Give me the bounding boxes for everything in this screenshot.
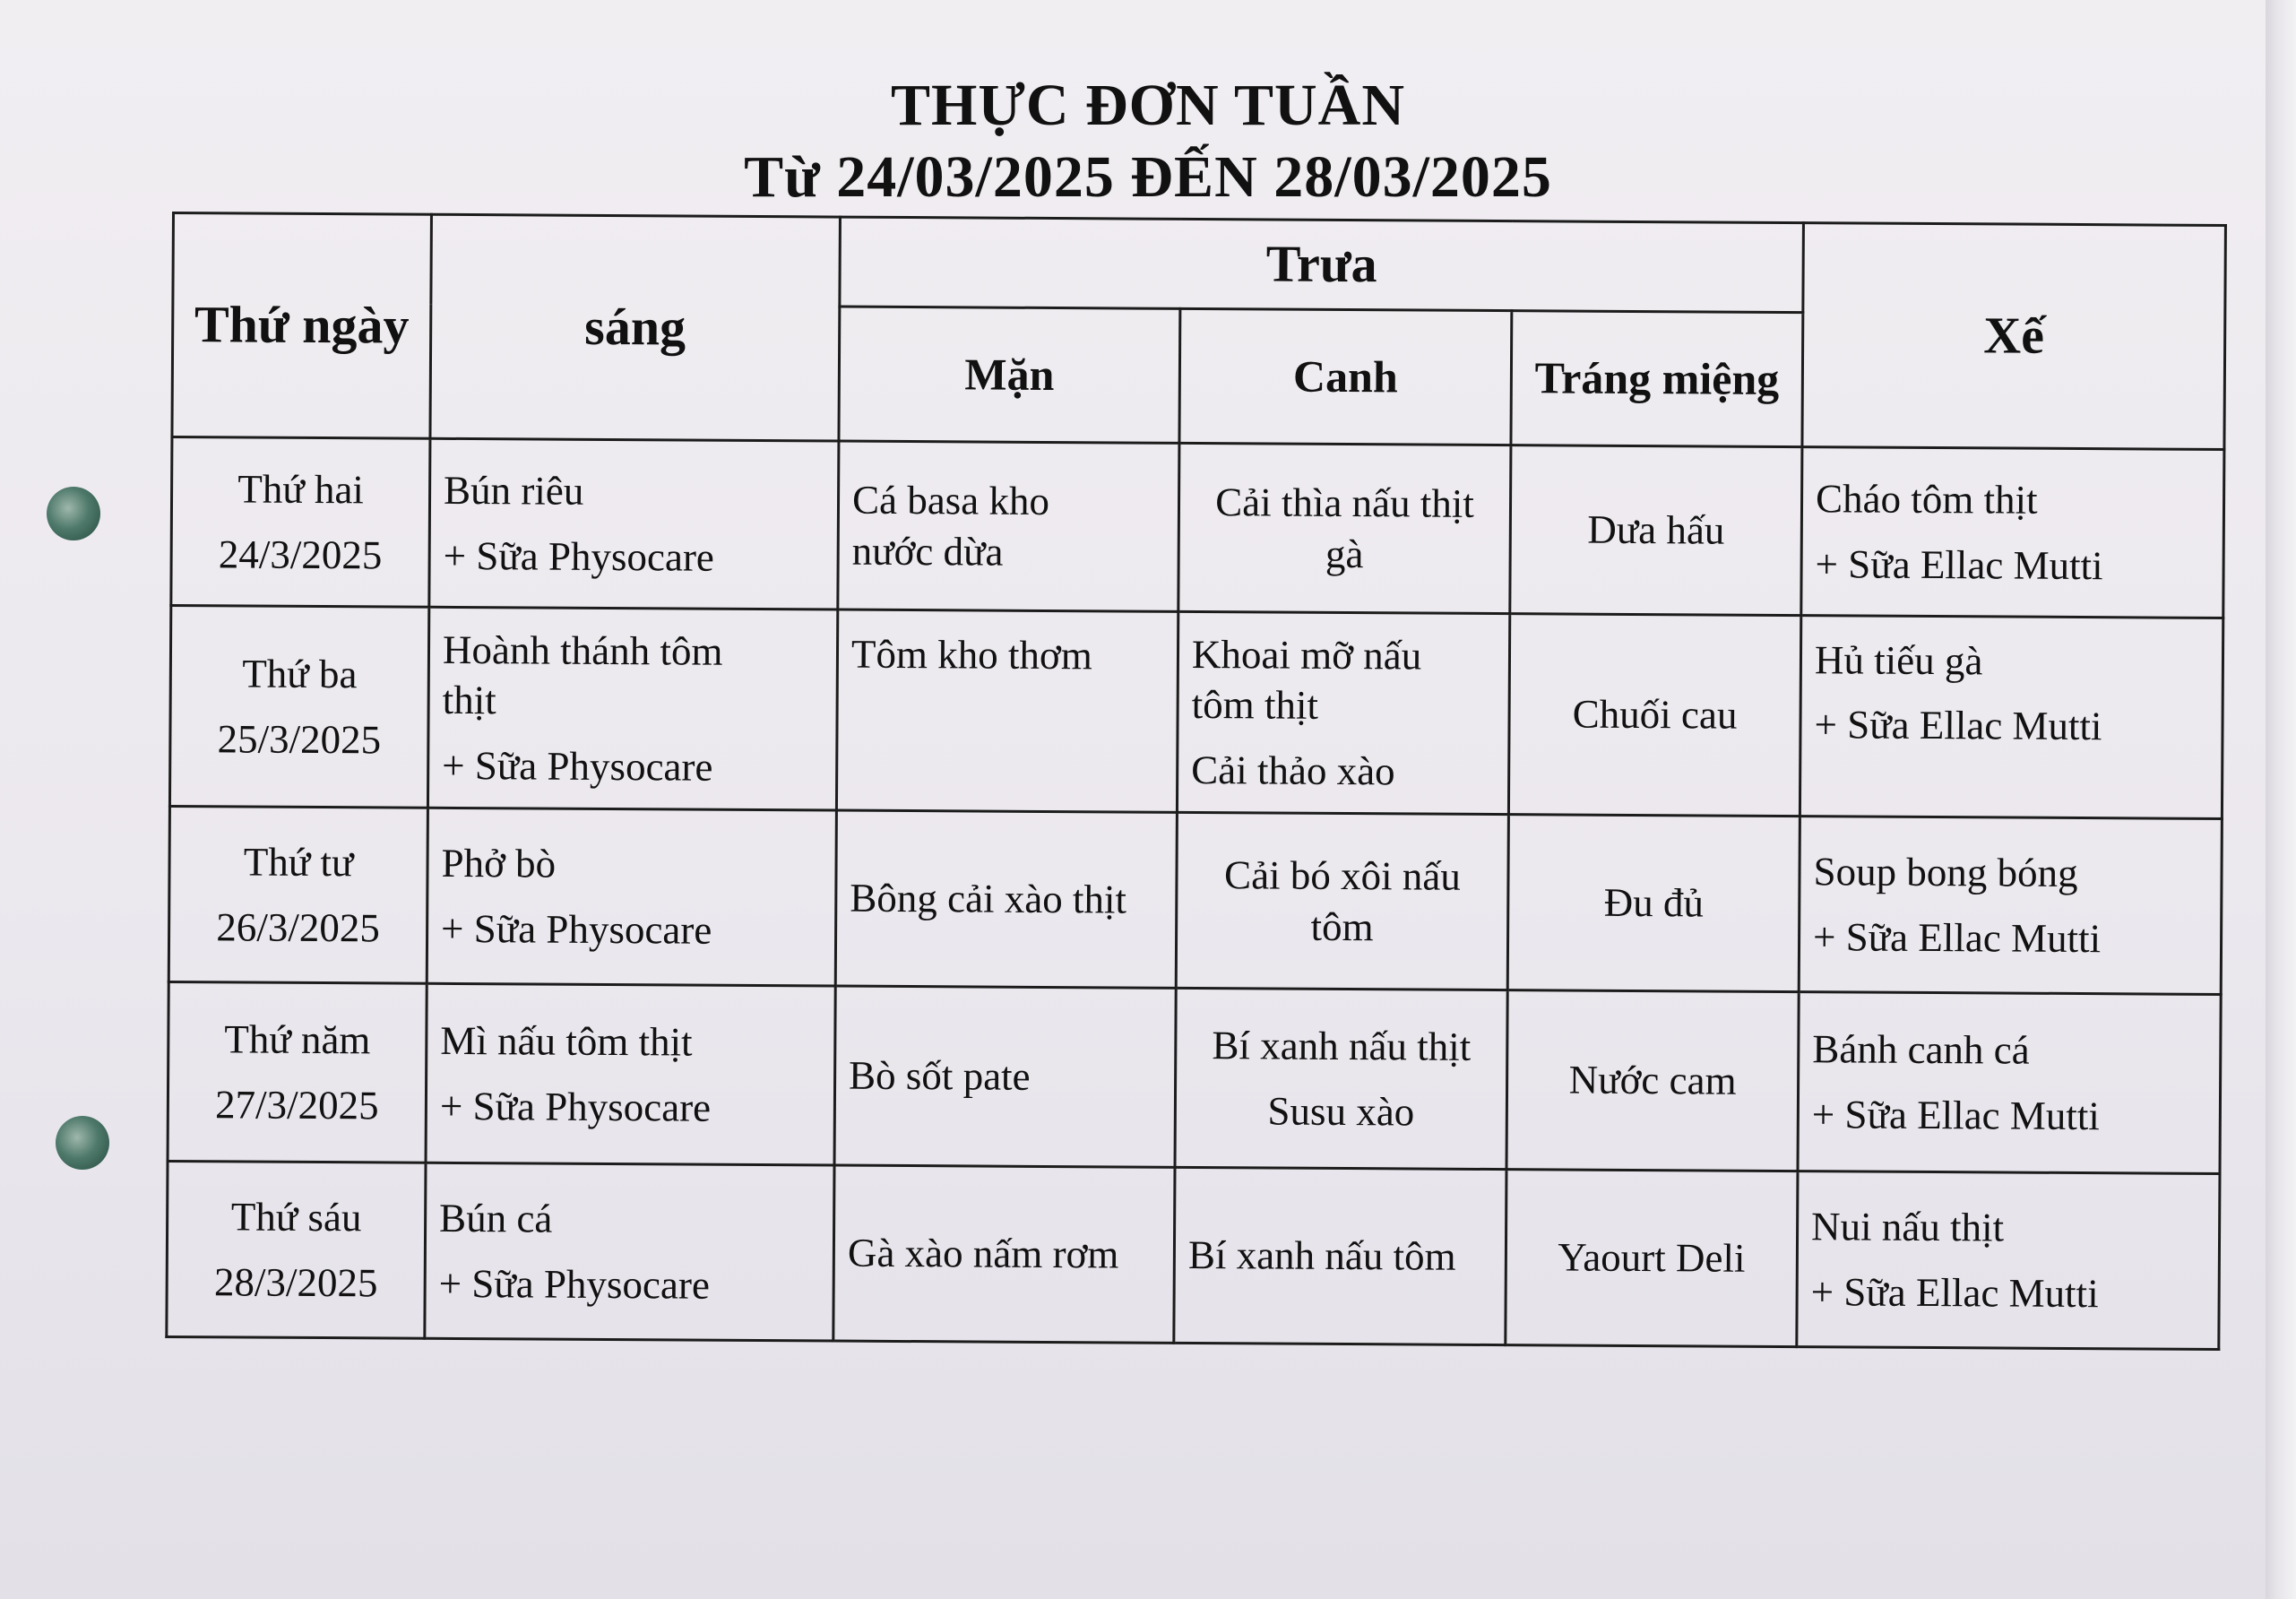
table-row <box>167 1161 2220 1349</box>
breakfast-cell: Bún cá + Sữa Physocare <box>425 1163 834 1341</box>
afternoon-cell: Cháo tôm thịt + Sữa Ellac Mutti <box>1801 447 2224 618</box>
weekly-menu-table <box>165 212 2227 1351</box>
table-row <box>168 981 2221 1173</box>
table-row <box>169 606 2223 819</box>
afternoon-header: Xế <box>1802 223 2226 450</box>
breakfast-header: sáng <box>430 214 841 441</box>
date-range-subtitle: Từ 24/03/2025 ĐẾN 28/03/2025 <box>744 144 1552 210</box>
savory-cell: Gà xào nấm rơm <box>833 1165 1175 1343</box>
dessert-cell: Dưa hấu <box>1510 445 1802 616</box>
table-row <box>171 437 2224 618</box>
soup-cell: Cải bó xôi nấu tôm <box>1176 812 1508 990</box>
punch-hole <box>56 1116 109 1170</box>
day-header: Thứ ngày <box>172 213 432 439</box>
day-cell: Thứ năm 27/3/2025 <box>168 981 427 1163</box>
afternoon-cell: Soup bong bóng + Sữa Ellac Mutti <box>1799 817 2222 995</box>
afternoon-cell: Hủ tiếu gà + Sữa Ellac Mutti <box>1800 616 2223 819</box>
afternoon-cell: Bánh canh cá + Sữa Ellac Mutti <box>1798 992 2221 1174</box>
lunch-header: Trưa <box>840 217 1804 313</box>
savory-cell: Bò sốt pate <box>834 986 1176 1167</box>
breakfast-cell: Mì nấu tôm thịt + Sữa Physocare <box>426 983 835 1165</box>
savory-cell: Bông cải xào thịt <box>835 810 1177 988</box>
savory-header: Mặn <box>839 307 1180 443</box>
savory-cell: Cá basa kho nước dừa <box>838 441 1179 611</box>
soup-cell: Khoai mỡ nấu tôm thịt Cải thảo xào <box>1177 611 1509 814</box>
dessert-cell: Yaourt Deli <box>1506 1170 1798 1347</box>
soup-cell: Cải thìa nấu thịt gà <box>1178 443 1511 613</box>
day-cell: Thứ hai 24/3/2025 <box>171 437 430 608</box>
breakfast-cell: Phở bò + Sữa Physocare <box>427 808 836 986</box>
table-row <box>168 806 2222 994</box>
breakfast-cell: Hoành thánh tôm thịt + Sữa Physocare <box>427 607 837 810</box>
afternoon-cell: Nui nấu thịt + Sữa Ellac Mutti <box>1797 1171 2220 1350</box>
soup-cell: Bí xanh nấu tôm <box>1174 1167 1506 1344</box>
dessert-cell: Chuối cau <box>1508 614 1800 817</box>
savory-cell: Tôm kho thơm <box>836 609 1178 812</box>
soup-cell: Bí xanh nấu thịt Susu xào <box>1175 988 1507 1169</box>
punch-hole <box>47 487 100 540</box>
day-cell: Thứ ba 25/3/2025 <box>169 606 428 808</box>
dessert-header: Tráng miệng <box>1511 311 1803 447</box>
day-cell: Thứ tư 26/3/2025 <box>168 806 427 983</box>
page-title: THỰC ĐƠN TUẦN <box>890 73 1406 138</box>
paper-edge <box>2266 0 2296 1599</box>
dessert-cell: Đu đủ <box>1507 815 1800 992</box>
day-cell: Thứ sáu 28/3/2025 <box>167 1161 426 1338</box>
breakfast-cell: Bún riêu + Sữa Physocare <box>429 438 839 609</box>
dessert-cell: Nước cam <box>1506 990 1799 1171</box>
soup-header: Canh <box>1179 308 1512 445</box>
